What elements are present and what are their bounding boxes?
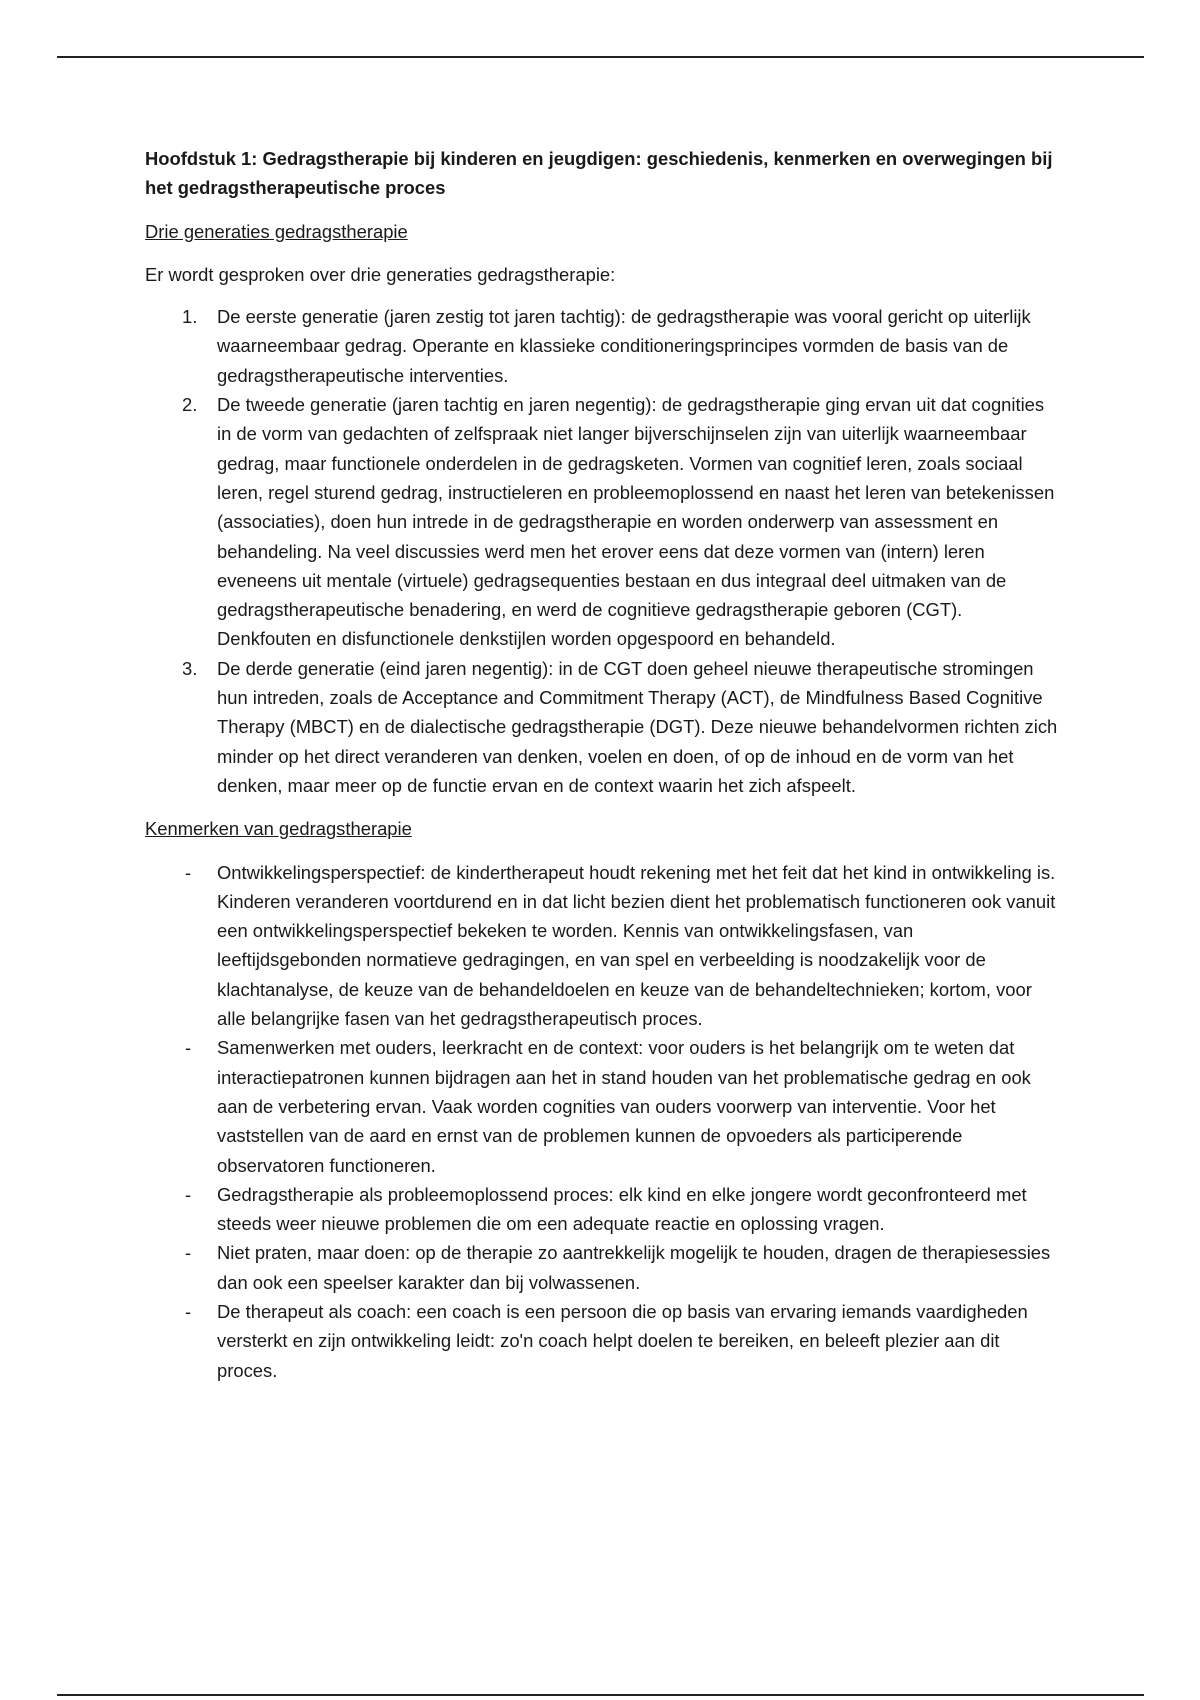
list-item-text: De therapeut als coach: een coach is een persoon die op basis van ervaring iemands vaardigheden versterkt en zijn ontwikkeling leidt: zo'n coach helpt doelen te bereiken, en beleeft plezier aan dit proces. [217, 1300, 1028, 1381]
list-item-text: Niet praten, maar doen: op de therapie zo aantrekkelijk mogelijk te houden, dragen de therapiesessies dan ook een speelser karakter dan bij volwassenen. [217, 1242, 1051, 1293]
list-number: 3. [182, 657, 198, 679]
bullet-dash: - [185, 1183, 192, 1205]
list-item [145, 302, 1060, 390]
chapter-title: Hoofdstuk 1: Gedragstherapie bij kinderen en jeugdigen: geschiedenis, kenmerken en overwegingen bij het gedragstherapeutische proces [145, 148, 1053, 199]
list-item [145, 858, 1060, 1034]
bullet-dash: - [185, 1037, 192, 1059]
list-item [145, 1297, 1060, 1385]
list-item [145, 390, 1060, 654]
list-item-text: Samenwerken met ouders, leerkracht en de context: voor ouders is het belangrijk om te weten dat interactiepatronen kunnen bijdragen aan het in stand houden van het problematische gedrag en ook aan de verbetering ervan. Vaak worden cognities van ouders voorwerp van interventie. Voor het vaststellen van de aard en ernst van de problemen kunnen de opvoeders als participerende observatoren functioneren. [217, 1037, 1031, 1176]
section-heading-generaties: Drie generaties gedragstherapie [145, 220, 408, 242]
bullet-dash: - [185, 1242, 192, 1264]
list-item-text: De derde generatie (eind jaren negentig): in de CGT doen geheel nieuwe therapeutische stromingen hun intreden, zoals de Acceptance and Commitment Therapy (ACT), de Mindfulness Based Cognitive Therapy (MBCT) en de dialectische gedragstherapie (DGT). Deze nieuwe behandelvormen richten zich minder op het direct veranderen van denken, voelen en doen, of op de inhoud en de vorm van het denken, maar meer op de functie ervan en de context waarin het zich afspeelt. [217, 657, 1058, 796]
section-heading-kenmerken: Kenmerken van gedragstherapie [145, 818, 412, 840]
list-item-text: Ontwikkelingsperspectief: de kindertherapeut houdt rekening met het feit dat het kind in ontwikkeling is. Kinderen veranderen voortdurend en in dat licht bezien dient het problematisch functioneren ook vanuit een ontwikkelingsperspectief bekeken te worden. Kennis van ontwikkelingsfasen, van leeftijdsgebonden normatieve gedragingen, en van spel en verbeelding is noodzakelijk voor de klachtanalyse, de keuze van de behandeldoelen en keuze van de behandeltechnieken; kortom, voor alle belangrijke fasen van het gedragstherapeutisch proces. [217, 861, 1056, 1030]
list-item-text: De tweede generatie (jaren tachtig en jaren negentig): de gedragstherapie ging ervan uit dat cognities in de vorm van gedachten of zelfspraak niet langer bijverschijnselen zijn van uiterlijk waarneembaar gedrag, maar functionele onderdelen in de gedragsketen. Vormen van cognitief leren, zoals sociaal leren, regel sturend gedrag, instructieleren en probleemoplossend en naast het leren van betekenissen (associaties), doen hun intrede in de gedragstherapie en worden onderwerp van assessment en behandeling. Na veel discussies werd men het erover eens dat deze vormen van (intern) leren eveneens uit mentale (virtuele) gedragsequenties bestaan en dus integraal deel uitmaken van de gedragstherapeutische benadering, en werd de cognitieve gedragstherapie geboren (CGT). Denkfouten en disfunctionele denkstijlen worden opgespoord en behandeld. [217, 394, 1055, 650]
intro-paragraph: Er wordt gesproken over drie generaties gedragstherapie: [145, 263, 616, 285]
list-item-text: De eerste generatie (jaren zestig tot jaren tachtig): de gedragstherapie was vooral gericht op uiterlijk waarneembaar gedrag. Operante en klassieke conditioneringsprincipes vormden de basis van de gedragstherapeutische interventies. [217, 306, 1031, 386]
footer-rule [57, 1694, 1144, 1696]
list-item [145, 1180, 1060, 1239]
list-item [145, 654, 1060, 800]
document-body [145, 144, 1060, 1385]
list-number: 2. [182, 394, 198, 416]
bullet-dash: - [185, 1300, 192, 1322]
bullet-dash: - [185, 861, 192, 883]
list-item-text: Gedragstherapie als probleemoplossend proces: elk kind en elke jongere wordt geconfronteerd met steeds weer nieuwe problemen die om een adequate reactie en oplossing vragen. [217, 1183, 1027, 1235]
list-item [145, 1238, 1060, 1297]
generations-list [145, 302, 1060, 800]
list-number: 1. [182, 306, 198, 328]
characteristics-list [145, 858, 1060, 1385]
header-rule [57, 56, 1144, 58]
list-item [145, 1033, 1060, 1179]
